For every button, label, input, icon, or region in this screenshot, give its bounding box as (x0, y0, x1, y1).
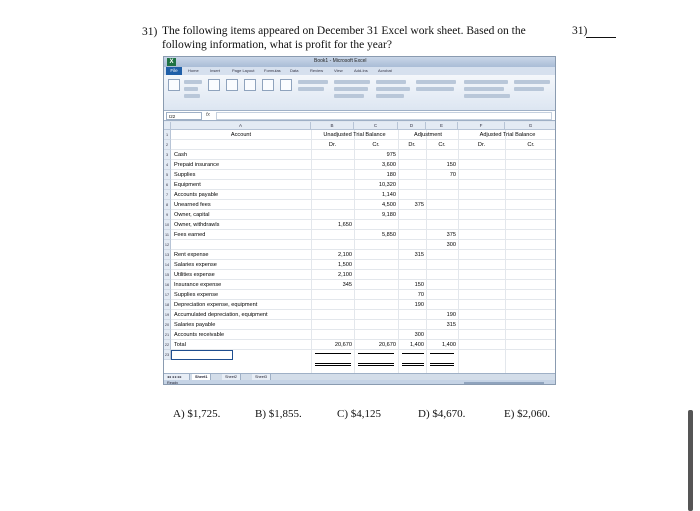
row-header[interactable]: 17 (164, 290, 171, 300)
header-row-1 (171, 130, 556, 140)
cell-adj-cr[interactable] (426, 280, 458, 290)
row-header[interactable]: 18 (164, 300, 171, 310)
choice-a[interactable] (173, 407, 220, 421)
excel-screenshot (163, 56, 556, 385)
column-header-d[interactable]: D (398, 122, 426, 130)
cell-ub-dr[interactable] (311, 300, 354, 310)
cell-ub-cr[interactable] (354, 310, 398, 320)
sheet-tab-1[interactable]: Sheet1 (192, 374, 211, 381)
table-row (171, 180, 556, 190)
cell-ub-cr[interactable] (354, 320, 398, 330)
cell-ub-cr[interactable] (354, 330, 398, 340)
cell-adj-cr[interactable] (426, 150, 458, 160)
cell-adj-dr[interactable]: 1,400 (410, 342, 424, 348)
row-header[interactable]: 20 (164, 320, 171, 330)
cell-adj-dr[interactable] (398, 230, 426, 240)
choice-b[interactable] (255, 407, 302, 421)
header-adjustment[interactable]: Adjustment (414, 132, 442, 138)
cell-account[interactable]: Equipment (174, 182, 201, 188)
status-ready: Ready (167, 381, 178, 385)
row-header[interactable]: 4 (164, 160, 171, 170)
row-header[interactable]: 13 (164, 250, 171, 260)
table-row (171, 210, 556, 220)
cell-ub-dr[interactable] (311, 200, 354, 210)
column-header-g[interactable]: G (505, 122, 556, 130)
cell-ub-cr[interactable]: 3,600 (382, 162, 396, 168)
cell-ub-dr[interactable] (311, 320, 354, 330)
page-edge-scrollbar (688, 410, 693, 511)
table-row (171, 160, 556, 170)
cell-ub-dr[interactable] (311, 180, 354, 190)
choice-e-label: E) (504, 408, 515, 420)
table-row (171, 150, 556, 160)
choice-b-label: B) (255, 408, 266, 420)
table-row (171, 190, 556, 200)
row-header[interactable]: 1 (164, 130, 171, 140)
cell-ub-dr[interactable] (311, 310, 354, 320)
table-row (171, 240, 556, 250)
cell-account[interactable]: Owner, withdrawls (174, 222, 220, 228)
cell-account[interactable]: Accumulated depreciation, equipment (174, 312, 268, 318)
row-header[interactable]: 19 (164, 310, 171, 320)
paste-icon[interactable] (168, 79, 180, 91)
cell-ub-cr[interactable] (354, 290, 398, 300)
cell-ub-dr[interactable] (311, 240, 354, 250)
cell-adj-cr[interactable]: 315 (446, 322, 456, 328)
cell-ub-dr[interactable] (311, 230, 354, 240)
cell-adj-dr[interactable] (398, 240, 426, 250)
cell-ub-dr[interactable]: 345 (342, 282, 352, 288)
cell-account[interactable]: Depreciation expense, equipment (174, 302, 258, 308)
row-header[interactable]: 21 (164, 330, 171, 340)
table-row (171, 330, 556, 340)
answer-blank-line (586, 37, 616, 38)
cell-adj-cr[interactable] (426, 220, 458, 230)
table-row (171, 250, 556, 260)
table-row (171, 170, 556, 180)
cell-adj-dr[interactable]: 70 (417, 292, 424, 298)
cell-adj-dr[interactable] (398, 220, 426, 230)
select-all-corner[interactable] (164, 122, 171, 130)
cell-adj-cr[interactable] (426, 200, 458, 210)
table-row (171, 220, 556, 230)
choice-e-value: $2,060. (517, 408, 551, 420)
row-header[interactable]: 10 (164, 220, 171, 230)
cell-ub-cr[interactable] (354, 300, 398, 310)
question-number: 31) (142, 26, 158, 38)
cell-adj-dr[interactable]: 315 (414, 252, 424, 258)
cell-adj-cr[interactable] (426, 180, 458, 190)
formula-input[interactable] (216, 112, 552, 120)
cell-ub-cr[interactable]: 1,140 (382, 192, 396, 198)
cell-account[interactable]: Owner, capital (174, 212, 210, 218)
row-header[interactable]: 5 (164, 170, 171, 180)
cell-ub-cr[interactable]: 180 (386, 172, 396, 178)
status-bar (164, 380, 555, 385)
cell-adj-dr[interactable] (398, 190, 426, 200)
cell-adj-cr[interactable]: 300 (446, 242, 456, 248)
row-header[interactable]: 2 (164, 140, 171, 150)
formula-bar (164, 111, 555, 121)
cell-ub-cr[interactable]: 975 (386, 152, 396, 158)
tab-insert[interactable]: Insert (210, 68, 221, 73)
header-unadj-dr[interactable]: Dr. (328, 142, 337, 148)
cell-adj-cr[interactable] (426, 210, 458, 220)
row-header[interactable]: 6 (164, 180, 171, 190)
excel-titlebar (164, 57, 555, 67)
cell-account[interactable]: Accounts payable (174, 192, 219, 198)
cell-ub-cr[interactable]: 10,320 (378, 182, 396, 188)
cell-adj-cr[interactable] (426, 290, 458, 300)
cell-ub-dr[interactable] (311, 170, 354, 180)
excel-menubar (164, 67, 555, 75)
header-unadjusted-trial-balance[interactable]: Unadjusted Trial Balance (323, 132, 386, 138)
selected-cell-indicator (171, 350, 233, 360)
cell-account[interactable]: Cash (174, 152, 188, 158)
cell-ub-cr[interactable] (354, 280, 398, 290)
cell-adj-dr[interactable]: 300 (414, 332, 424, 338)
table-row (171, 270, 556, 280)
tab-home[interactable]: Home (188, 68, 199, 73)
cell-account[interactable]: Utilities expense (174, 272, 215, 278)
row-header[interactable]: 22 (164, 340, 171, 350)
cell-adj-dr[interactable] (398, 260, 426, 270)
cell-account[interactable]: Supplies expense (174, 292, 219, 298)
header-adjusted-cr[interactable]: Cr. (527, 142, 535, 148)
table-row (171, 310, 556, 320)
cell-ub-dr[interactable] (311, 160, 354, 170)
table-row (171, 300, 556, 310)
table-row (171, 230, 556, 240)
choice-b-value: $1,855. (268, 408, 302, 420)
header-unadj-cr[interactable]: Cr. (372, 142, 380, 148)
cell-adj-dr[interactable] (398, 270, 426, 280)
cell-adj-cr[interactable]: 150 (446, 162, 456, 168)
table-row (171, 200, 556, 210)
cell-adj-dr[interactable]: 190 (414, 302, 424, 308)
sheet-tab-bar (164, 373, 555, 380)
cell-adj-dr[interactable]: 375 (414, 202, 424, 208)
tab-review[interactable]: Review (310, 68, 324, 73)
table-row (171, 290, 556, 300)
cell-ub-dr[interactable]: 2,100 (338, 272, 352, 278)
header-adjusted-dr[interactable]: Dr. (477, 142, 486, 148)
cell-account[interactable]: Prepaid insurance (174, 162, 220, 168)
column-header-a[interactable]: A (171, 122, 311, 130)
cell-ub-cr[interactable] (354, 220, 398, 230)
row-header[interactable]: 16 (164, 280, 171, 290)
cell-ub-cr[interactable] (354, 270, 398, 280)
cell-ub-dr[interactable] (311, 290, 354, 300)
cell-adj-cr[interactable]: 375 (446, 232, 456, 238)
cell-adj-dr[interactable] (398, 160, 426, 170)
row-header[interactable]: 15 (164, 270, 171, 280)
cell-ub-dr[interactable] (311, 210, 354, 220)
column-header-f[interactable]: F (458, 122, 505, 130)
cell-adj-cr[interactable] (426, 330, 458, 340)
cell-account[interactable]: Fees earned (174, 232, 206, 238)
cell-account[interactable]: Rent expense (174, 252, 209, 258)
row-header[interactable]: 9 (164, 210, 171, 220)
row-header[interactable]: 7 (164, 190, 171, 200)
row-header[interactable]: 23 (164, 350, 171, 360)
fx-icon[interactable]: fx (206, 112, 210, 118)
header-adjusted-trial-balance[interactable]: Adjusted Trial Balance (479, 132, 536, 138)
excel-ribbon (164, 75, 555, 111)
font-format-icon[interactable] (208, 79, 220, 91)
cell-ub-cr[interactable]: 4,500 (382, 202, 396, 208)
column-header-e[interactable]: E (426, 122, 458, 130)
cell-ub-dr[interactable] (311, 150, 354, 160)
cell-account[interactable]: Accounts receivable (174, 332, 225, 338)
tab-data[interactable]: Data (290, 68, 299, 73)
choice-a-label: A) (173, 408, 185, 420)
choice-c-label: C) (337, 408, 348, 420)
cell-ub-cr[interactable] (354, 240, 398, 250)
cell-account[interactable]: Unearned fees (174, 202, 211, 208)
tab-view[interactable]: View (334, 68, 343, 73)
table-row (171, 320, 556, 330)
merge-icon[interactable] (262, 79, 274, 91)
tab-add-ins[interactable]: Add-Ins (354, 68, 368, 73)
number-format-icon[interactable] (280, 79, 292, 91)
cell-adj-dr[interactable] (398, 320, 426, 330)
row-header[interactable]: 3 (164, 150, 171, 160)
tab-acrobat[interactable]: Acrobat (378, 68, 392, 73)
cell-account[interactable]: Total (174, 342, 186, 348)
cell-account[interactable]: Salaries expense (174, 262, 217, 268)
choice-a-value: $1,725. (187, 408, 221, 420)
cell-adj-dr[interactable] (398, 150, 426, 160)
sheet-nav-arrows-icon[interactable]: ◂◂ ◂ ▸ ▸▸ (164, 374, 190, 381)
row-header[interactable]: 12 (164, 240, 171, 250)
cell-adj-cr[interactable] (426, 300, 458, 310)
cell-adj-cr[interactable] (426, 250, 458, 260)
tab-formulas[interactable]: Formulas (264, 68, 281, 73)
cell-ub-dr[interactable]: 20,670 (334, 342, 352, 348)
spreadsheet-grid (164, 122, 556, 373)
sheet-tab-3[interactable]: Sheet3 (252, 374, 271, 381)
cell-ub-cr[interactable] (354, 260, 398, 270)
row-header[interactable]: 14 (164, 260, 171, 270)
cell-ub-cr[interactable]: 20,670 (378, 342, 396, 348)
cell-adj-cr[interactable] (426, 270, 458, 280)
header-adj-dr[interactable]: Dr. (408, 142, 416, 148)
choice-d[interactable] (418, 407, 465, 421)
cell-ub-dr[interactable]: 1,500 (338, 262, 352, 268)
cell-account[interactable]: Salaries payable (174, 322, 216, 328)
align-icon[interactable] (226, 79, 238, 91)
cell-ub-cr[interactable] (354, 250, 398, 260)
excel-logo-icon: X (167, 58, 176, 66)
cell-ub-cr[interactable]: 9,180 (382, 212, 396, 218)
cell-adj-cr[interactable] (426, 190, 458, 200)
column-header-c[interactable]: C (354, 122, 398, 130)
header-row-2 (171, 140, 556, 150)
cell-ub-dr[interactable]: 1,650 (338, 222, 352, 228)
sheet-tab-2[interactable]: Sheet2 (222, 374, 241, 381)
row-header[interactable]: 8 (164, 200, 171, 210)
choice-c[interactable] (337, 407, 381, 421)
cell-adj-dr[interactable] (398, 180, 426, 190)
cell-ub-cr[interactable]: 5,850 (382, 232, 396, 238)
cell-adj-dr[interactable] (398, 310, 426, 320)
question-text: The following items appeared on December 31 Excel work sheet. Based on the following information, what is profit for the year? (162, 25, 526, 51)
cell-adj-dr[interactable] (398, 170, 426, 180)
column-header-b[interactable]: B (311, 122, 354, 130)
cell-adj-cr[interactable]: 70 (449, 172, 456, 178)
table-row (171, 260, 556, 270)
zoom-slider[interactable] (464, 382, 544, 384)
cell-account[interactable] (171, 240, 311, 250)
choice-e[interactable] (504, 407, 550, 421)
cell-ub-dr[interactable] (311, 190, 354, 200)
wrap-icon[interactable] (244, 79, 256, 91)
header-account[interactable]: Account (230, 132, 252, 138)
cell-adj-cr[interactable]: 1,400 (442, 342, 456, 348)
row-header[interactable]: 11 (164, 230, 171, 240)
cell-adj-cr[interactable]: 190 (446, 312, 456, 318)
cell-account[interactable]: Supplies (174, 172, 196, 178)
answer-slot-label: 31) (572, 25, 588, 37)
cell-ub-dr[interactable]: 2,100 (338, 252, 352, 258)
cell-ub-dr[interactable] (311, 330, 354, 340)
cell-adj-dr[interactable] (398, 210, 426, 220)
cell-adj-cr[interactable] (426, 260, 458, 270)
cell-adj-dr[interactable]: 150 (414, 282, 424, 288)
tab-page-layout[interactable]: Page Layout (232, 68, 255, 73)
excel-window-title: Book1 - Microsoft Excel (314, 58, 367, 64)
choice-c-value: $4,125 (350, 408, 381, 420)
choice-d-label: D) (418, 408, 430, 420)
name-box[interactable]: I22 (166, 112, 202, 120)
choice-d-value: $4,670. (432, 408, 466, 420)
table-row (171, 340, 556, 350)
cell-account[interactable]: Insurance expense (174, 282, 222, 288)
header-adj-cr[interactable]: Cr. (438, 142, 446, 148)
table-row (171, 280, 556, 290)
file-tab[interactable]: File (166, 67, 182, 75)
